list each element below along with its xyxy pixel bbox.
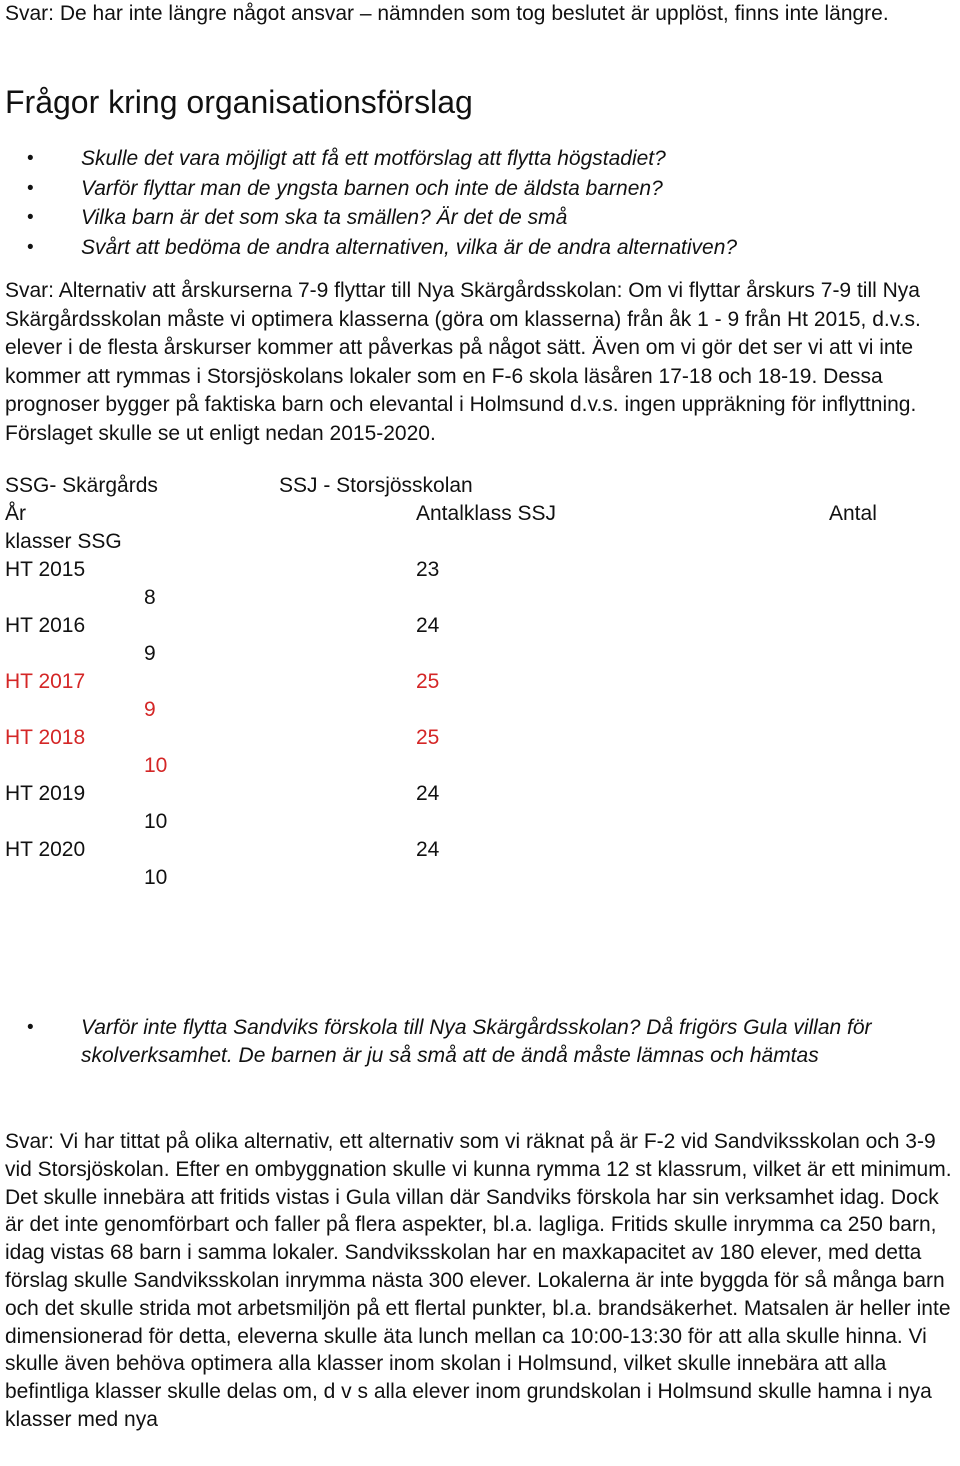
legend-ssj: SSJ - Storsjösskolan [279, 474, 473, 497]
answer-paragraph-2: Svar: Vi har tittat på olika alternativ, ett alternativ som vi räknat på är F-2 vid Sandviksskolan och 3-9 vid Storsjöskolan. Efter en ombyggnation skulle vi kunna rymma 12 st klassrum, vilket är ett minimum. Det skulle innebära att fritids vistas i Gula villan där Sandviks förskola har sin verksamhet idag. Dock är det inte genomförbart och faller på flera aspekter, bl.a. lagliga. Fritids skulle inrymma ca 250 barn, idag vistas 68 barn i samma lokaler. Sandviksskolan har en maxkapacitet av 180 elever, med detta förslag skulle Sandviksskolan inrymma nästa 300 elever. Lokalerna är inte byggda för så många barn och det skulle strida mot arbetsmiljön på ett flertal punkter, bl.a. brandsäkerhet. Matsalen är heller inte dimensionerad för detta, eleverna skulle äta lunch mellan ca 10:00-13:30 för att alla skulle hinna. Vi skulle även behöva optimera alla klasser inom skolan i Holmsund, vilket skulle innebära att alla befintliga klasser skulle delas om, d v s alla elever inom grundskolan i Holmsund skulle hamna i nya klasser med nya [5, 1130, 952, 1431]
col-header-ssj: Antalklass SSJ [416, 502, 557, 525]
question-list [5, 144, 955, 262]
row-ssg: 10 [144, 810, 168, 833]
answer-paragraph-1: Svar: Alternativ att årskurserna 7-9 flyttar till Nya Skärgårdsskolan: Om vi flyttar årskurs 7-9 till Nya Skärgårdsskolan måste vi optimera klasserna (göra om klasserna) från åk 1 - 9 från Ht 2015, d.v.s. elever i de flesta årskurser kommer att påverkas på något sätt. Även om vi gör det ser vi att vi inte kommer att rymmas i Storsjöskolans lokaler som en F-6 skola läsåren 17-18 och 18-19. Dessa prognoser bygger på faktiska barn och elevantal i Holmsund d.v.s. ingen uppräkning för inflyttning. Förslaget skulle se ut enligt nedan 2015-2020. [5, 279, 921, 445]
row-ssj: 24 [416, 614, 440, 637]
class-count-table [5, 472, 955, 892]
row-ssj: 25 [416, 726, 440, 749]
intro-answer: Svar: De har inte längre något ansvar – nämnden som tog beslutet är upplöst, finns inte längre. [5, 2, 889, 25]
row-year: HT 2015 [5, 558, 86, 581]
question-item: • Skulle det vara möjligt att få ett motförslag att flytta högstadiet? [5, 144, 955, 174]
row-ssg: 8 [144, 586, 156, 609]
row-year: HT 2016 [5, 614, 86, 637]
row-year: HT 2019 [5, 782, 86, 805]
row-year: HT 2017 [5, 670, 86, 693]
row-ssj: 24 [416, 838, 440, 861]
row-ssg: 9 [144, 642, 156, 665]
row-ssj: 25 [416, 670, 440, 693]
question-item: • Varför inte flytta Sandviks förskola till Nya Skärgårdsskolan? Då frigörs Gula villan för skolverksamhet. De barnen är ju så små att de ändå måste lämnas och hämtas [5, 1014, 955, 1070]
row-ssg: 10 [144, 866, 168, 889]
row-ssj: 24 [416, 782, 440, 805]
question-item: • Vilka barn är det som ska ta smällen? Är det de små [5, 203, 955, 233]
row-year: HT 2018 [5, 726, 86, 749]
row-ssg: 9 [144, 698, 156, 721]
question-item: • Svårt att bedöma de andra alternativen, vilka är de andra alternativen? [5, 233, 955, 263]
section-heading: Frågor kring organisationsförslag [5, 84, 473, 120]
legend-ssg: SSG- Skärgårds [5, 474, 158, 497]
document-page [5, 0, 955, 1431]
col-header-ssg-a: Antal [829, 502, 877, 525]
row-year: HT 2020 [5, 838, 86, 861]
question-item: • Varför flyttar man de yngsta barnen och inte de äldsta barnen? [5, 174, 955, 204]
row-ssj: 23 [416, 558, 440, 581]
question-list-2 [5, 1014, 955, 1070]
col-header-ssg-b: klasser SSG [5, 530, 122, 553]
col-header-year: År [5, 502, 26, 525]
row-ssg: 10 [144, 754, 168, 777]
